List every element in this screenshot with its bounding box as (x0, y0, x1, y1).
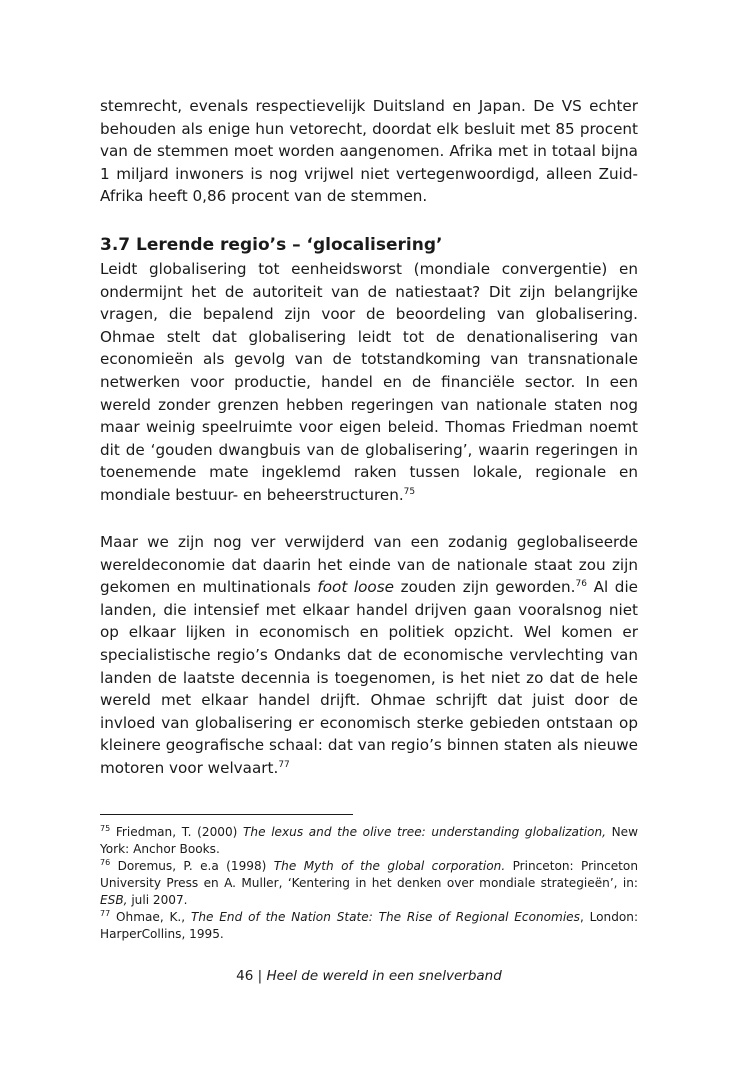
footnote-ref-75[interactable]: 75 (403, 486, 416, 497)
footnote-text: , London: HarperCollins, 1995. (100, 910, 639, 941)
footnote-text: Ohmae, K., (110, 910, 191, 924)
paragraph-3-text-c: Al die landen, die intensief met elkaar handel drijven gaan vooralsnog niet op elkaar lijken in economisch en politiek opzicht. Wel komen er specialistische regio’s Ondanks dat de economische vervlechting van landen de laatste decennia is toegenomen, is het niet zo dat de hele wereld met elkaar handel drijft. Ohmae schrijft dat juist door de invloed van globalisering er economisch sterke gebieden ontstaan op kleinere geografische schaal: dat van regio’s binnen staten als nieuwe motoren voor welvaart. (100, 578, 639, 777)
body-paragraph-1: stemrecht, evenals respectievelijk Duitsland en Japan. De VS echter behouden als enige hun vetorecht, doordat elk besluit met 85 procent van de stemmen moet worden aangenomen. Afrika met in totaal bijna 1 miljard inwoners is nog vrijwel niet vertegenwoordigd, alleen Zuid-Afrika heeft 0,86 procent van de stemmen. (100, 97, 638, 206)
footnote-text: Princeton: Princeton University Press en A. Muller, ‘Kentering in het denken over mondiale strategieën’, in: (100, 859, 638, 890)
page-number: 46 (236, 968, 254, 984)
page-footer (0, 966, 738, 986)
footnote-76 (100, 858, 638, 909)
footnote-number: 76 (100, 857, 111, 867)
body-paragraph-3 (100, 531, 638, 780)
paragraph-2-text: Leidt globalisering tot eenheidsworst (mondiale convergentie) en ondermijnt het de autoriteit van de natiestaat? Dit zijn belangrijke vragen, die bepalend zijn voor de beoordeling van globalisering. Ohmae stelt dat globalisering leidt tot de denationalisering van economieën als gevolg van de totstandkoming van transnationale netwerken voor productie, handel en de financiële sector. In een wereld zonder grenzen hebben regeringen van nationale staten nog maar weinig speelruimte voor eigen beleid. Thomas Friedman noemt dit de ‘gouden dwangbuis van de globalisering’, waarin regeringen in toenemende mate ingeklemd raken tussen lokale, regionale en mondiale bestuur- en beheerstructuren. (100, 260, 638, 504)
footnote-title: The lexus and the olive tree: understanding globalization, (243, 825, 606, 839)
footnote-text: Friedman, T. (2000) (110, 825, 244, 839)
footnote-journal: ESB, (100, 893, 128, 907)
footer-separator: | (253, 968, 267, 984)
footnote-ref-76[interactable]: 76 (575, 579, 587, 590)
footnotes (100, 824, 638, 943)
footnote-77 (100, 909, 638, 943)
paragraph-3-text-b: zouden zijn geworden. (393, 578, 576, 597)
footnote-divider (100, 814, 353, 815)
paragraph-3-text-a: Maar we zijn nog ver verwijderd van een zodanig geglobaliseerde wereldeconomie dat daarin het einde van de nationale staat zou zijn gekomen en multinationals (100, 533, 638, 597)
footnote-title: The End of the Nation State: The Rise of Regional Economies (190, 910, 580, 924)
paragraph-3-italic-term: foot loose (317, 578, 394, 597)
footnote-ref-77[interactable]: 77 (278, 759, 290, 770)
footnote-text: Doremus, P. e.a (1998) (110, 859, 274, 873)
footnote-text: juli 2007. (127, 893, 188, 907)
running-title: Heel de wereld in een snelverband (266, 968, 502, 984)
section-heading: 3.7 Lerende regio’s – ‘glocalisering’ (100, 235, 443, 255)
footnote-number: 75 (100, 823, 111, 833)
body-paragraph-2 (100, 258, 638, 507)
footnote-text: New York: Anchor Books. (100, 825, 638, 856)
footnote-75 (100, 824, 638, 858)
footnote-title: The Myth of the global corporation. (273, 859, 506, 873)
footnote-number: 77 (100, 908, 111, 918)
